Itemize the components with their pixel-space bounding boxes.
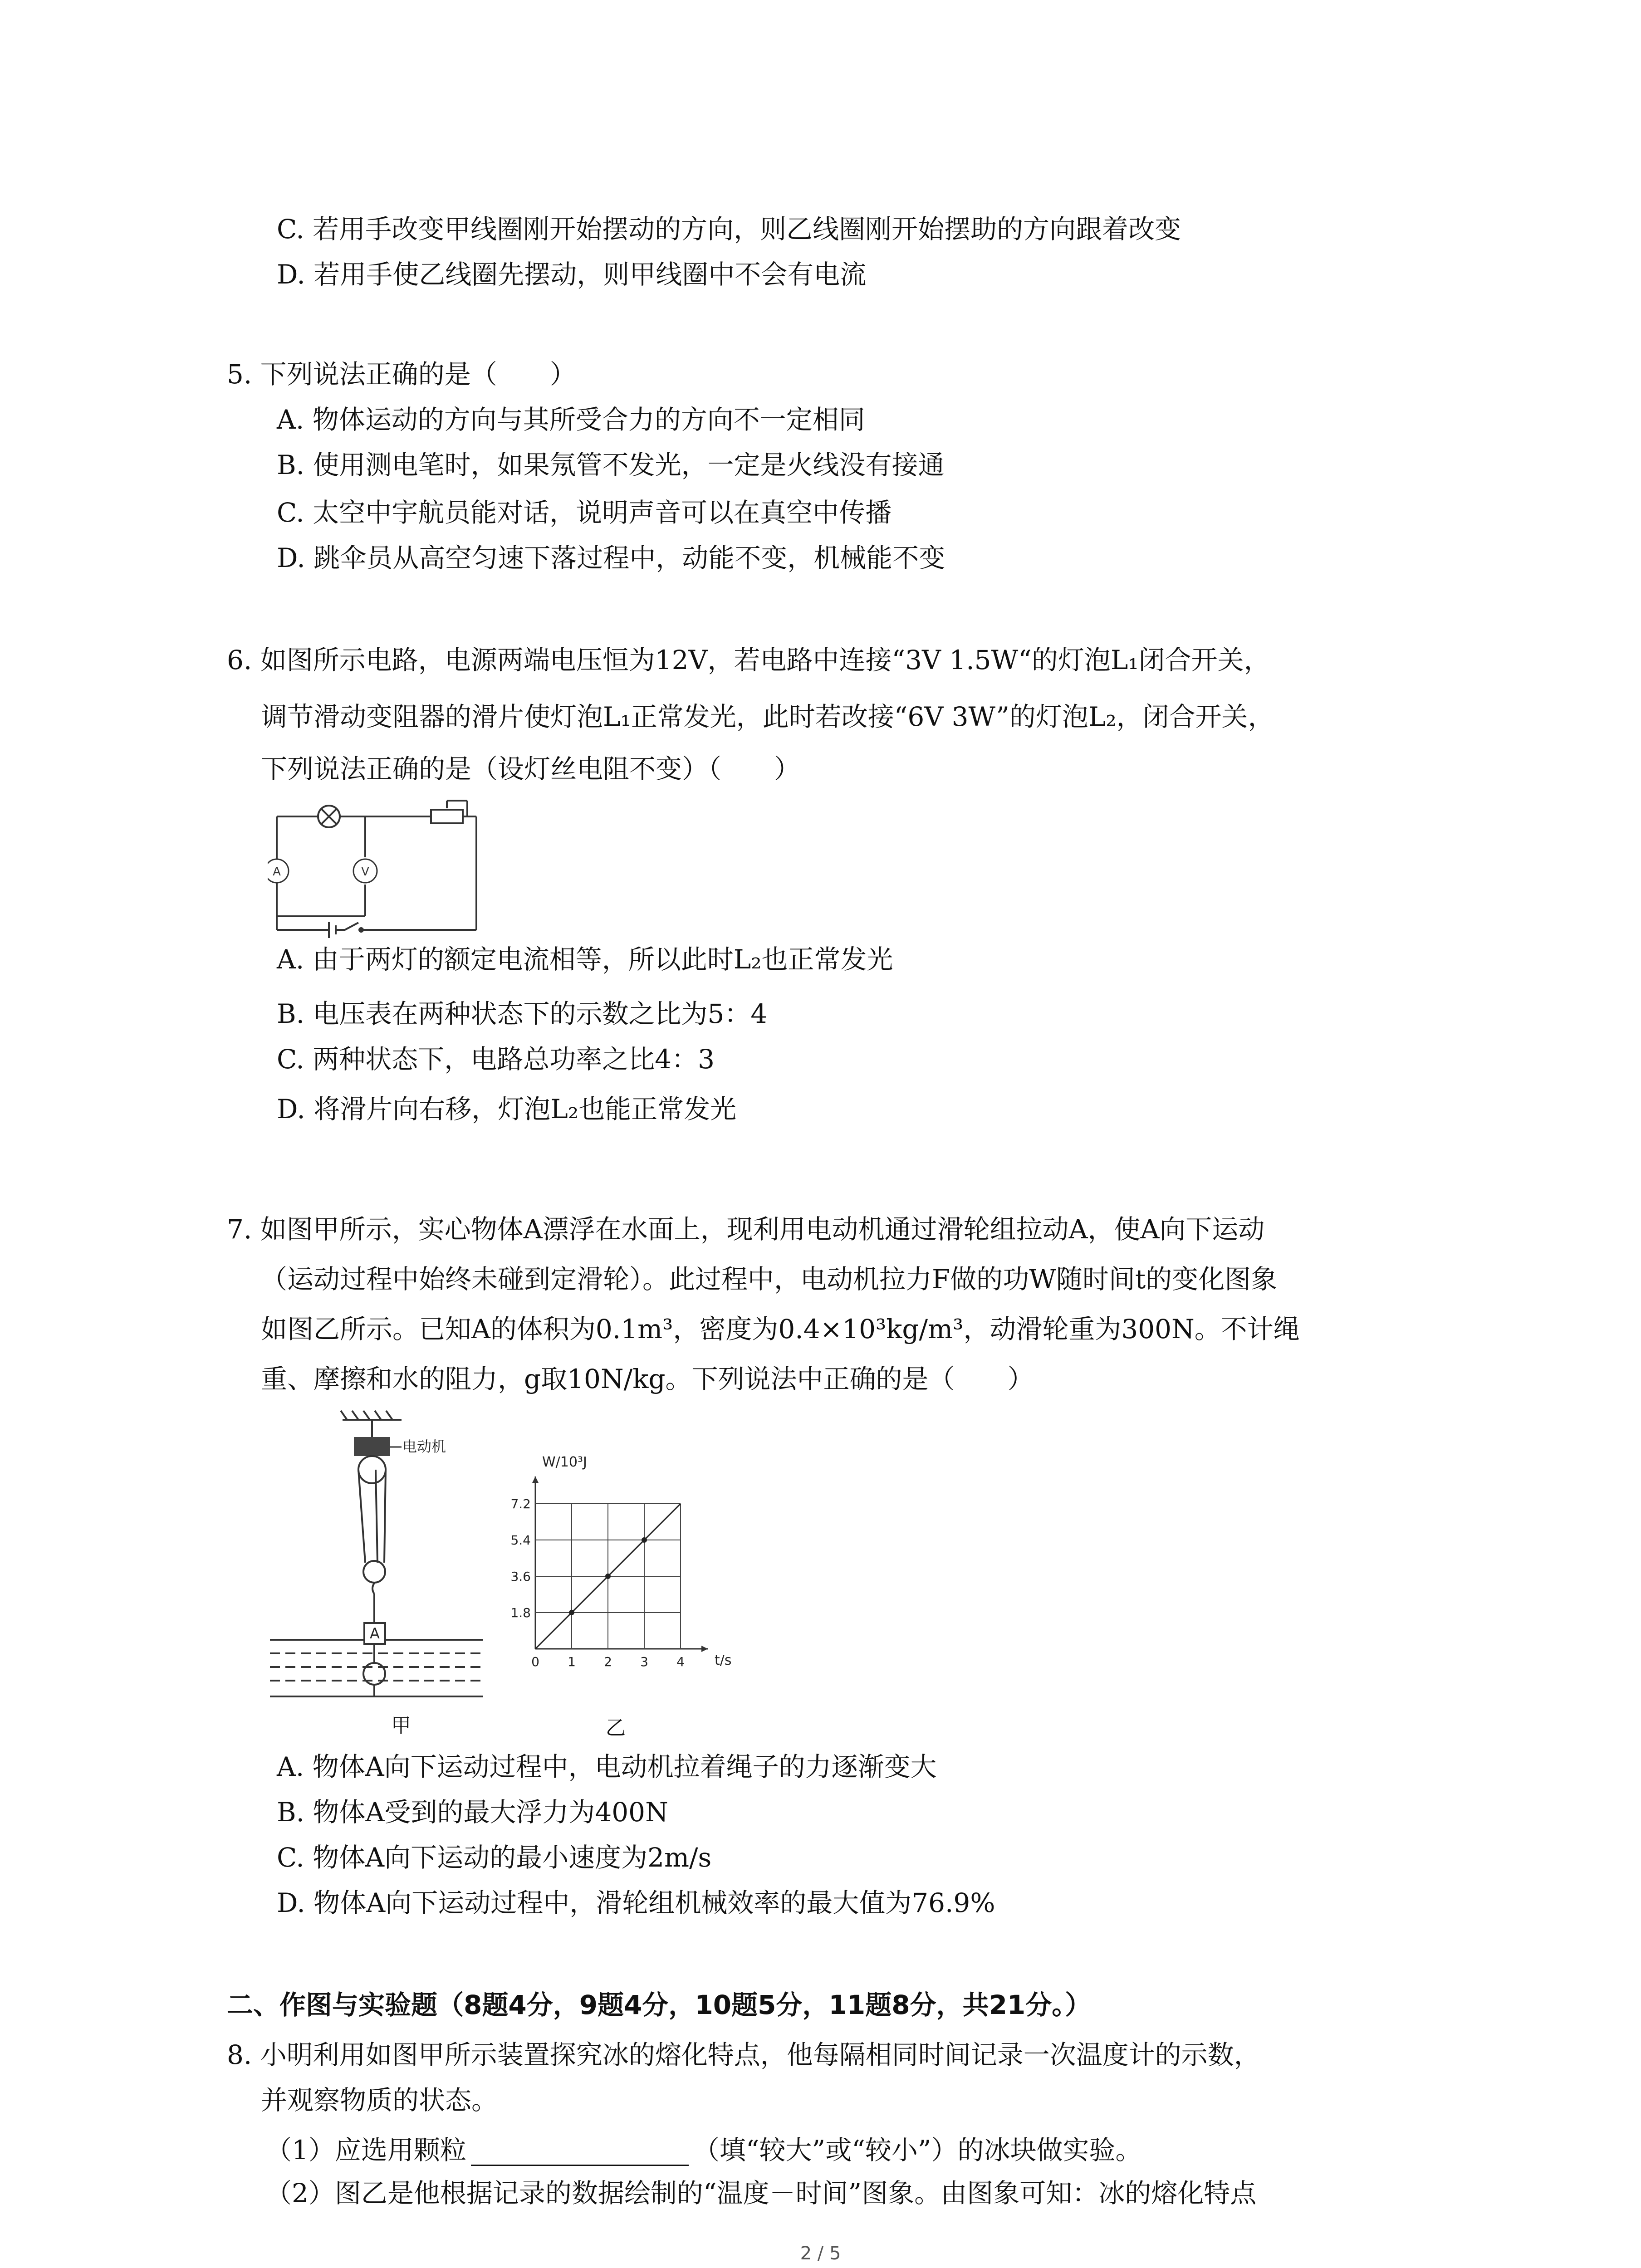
q8-part-1-text-before: （1）应选用颗粒 [265, 2135, 466, 2165]
x-axis-arrow [701, 1646, 708, 1652]
y-tick-label: 1.8 [510, 1605, 531, 1620]
x-tick-label: 1 [568, 1654, 576, 1669]
q8-part-1 [265, 2134, 1142, 2166]
q6-stem-line-2: 调节滑动变阻器的滑片使灯泡L₁正常发光，此时若改接“6V 3W”的灯泡L₂，闭合开关， [261, 701, 1274, 732]
y-axis-arrow [532, 1476, 539, 1483]
q7-option-a: A. 物体A向下运动过程中，电动机拉着绳子的力逐渐变大 [277, 1751, 937, 1782]
motor-label: 电动机 [402, 1438, 446, 1455]
figure-jia-caption: 甲 [391, 1714, 411, 1737]
q8-part-1-text-after: （填“较大”或“较小”）的冰块做实验。 [693, 2135, 1142, 2165]
series-point [642, 1537, 647, 1543]
section-2-title: 二、作图与实验题（8题4分，9题4分，10题5分，11题8分，共21分。） [227, 1989, 1092, 2020]
q5-stem: 5. 下列说法正确的是（ ） [227, 359, 576, 390]
series-point [569, 1610, 574, 1615]
y-tick-label: 7.2 [510, 1496, 531, 1511]
q7-figure-jia [265, 1402, 501, 1710]
q5-option-d: D. 跳伞员从高空匀速下落过程中，动能不变，机械能不变 [277, 543, 945, 573]
q6-circuit-diagram [268, 798, 485, 948]
q5-option-a: A. 物体运动的方向与其所受合力的方向不一定相同 [277, 404, 865, 435]
q6-option-d: D. 将滑片向右移，灯泡L₂也能正常发光 [277, 1094, 737, 1124]
page-number: 2 / 5 [800, 2243, 841, 2264]
series-point [605, 1574, 611, 1579]
x-tick-label: 4 [676, 1654, 685, 1669]
q8-stem-line-2: 并观察物质的状态。 [261, 2085, 498, 2116]
q7-figure-yi-chart [492, 1449, 746, 1685]
q7-stem-line-4: 重、摩擦和水的阻力，g取10N/kg。下列说法中正确的是（ ） [261, 1364, 1034, 1394]
x-tick-label: 2 [604, 1654, 612, 1669]
q4-option-d: D. 若用手使乙线圈先摆动，则甲线圈中不会有电流 [277, 259, 867, 290]
x-tick-label: 3 [640, 1654, 648, 1669]
q6-stem-line-3: 下列说法正确的是（设灯丝电阻不变）（ ） [261, 753, 801, 784]
y-tick-label: 5.4 [510, 1533, 531, 1548]
voltmeter-label: V [361, 865, 369, 879]
q6-stem-line-1: 6. 如图所示电路，电源两端电压恒为12V，若电路中连接“3V 1.5W“的灯泡L₁闭合开关， [227, 645, 1270, 675]
q6-option-b: B. 电压表在两种状态下的示数之比为5：4 [277, 998, 768, 1029]
q7-option-c: C. 物体A向下运动的最小速度为2m/s [277, 1842, 712, 1873]
figure-yi-caption: 乙 [606, 1716, 626, 1740]
q6-option-c: C. 两种状态下，电路总功率之比4：3 [277, 1044, 715, 1075]
chart-y-axis-label: W/10³J [542, 1454, 587, 1470]
q5-option-b: B. 使用测电笔时，如果氖管不发光，一定是火线没有接通 [277, 450, 945, 480]
q7-option-b: B. 物体A受到的最大浮力为400N [277, 1797, 668, 1828]
q7-stem-line-1: 7. 如图甲所示，实心物体A漂浮在水面上，现利用电动机通过滑轮组拉动A，使A向下运动 [227, 1214, 1265, 1245]
q7-stem-line-3: 如图乙所示。已知A的体积为0.1m³，密度为0.4×10³kg/m³，动滑轮重为300N。不计绳 [261, 1314, 1300, 1344]
q8-part-2: （2）图乙是他根据记录的数据绘制的“温度－时间”图象。由图象可知：冰的熔化特点 [265, 2178, 1257, 2209]
q8-answer-blank[interactable] [471, 2139, 689, 2166]
chart-x-axis-label: t/s [715, 1652, 732, 1668]
ammeter-label: A [273, 865, 281, 879]
q7-stem-line-2: （运动过程中始终未碰到定滑轮）。此过程中，电动机拉力F做的功W随时间t的变化图象 [261, 1264, 1278, 1295]
y-tick-label: 3.6 [510, 1569, 531, 1584]
q7-option-d: D. 物体A向下运动过程中，滑轮组机械效率的最大值为76.9% [277, 1887, 995, 1918]
x-tick-label: 0 [531, 1654, 539, 1669]
motor-icon [354, 1437, 390, 1456]
block-a-label: A [370, 1625, 380, 1642]
q6-option-a: A. 由于两灯的额定电流相等，所以此时L₂也正常发光 [277, 944, 893, 975]
q4-option-c: C. 若用手改变甲线圈刚开始摆动的方向，则乙线圈刚开始摆助的方向跟着改变 [277, 214, 1181, 244]
q5-option-c: C. 太空中宇航员能对话，说明声音可以在真空中传播 [277, 497, 892, 528]
q8-stem-line-1: 8. 小明利用如图甲所示装置探究冰的熔化特点，他每隔相同时间记录一次温度计的示数， [227, 2039, 1260, 2070]
